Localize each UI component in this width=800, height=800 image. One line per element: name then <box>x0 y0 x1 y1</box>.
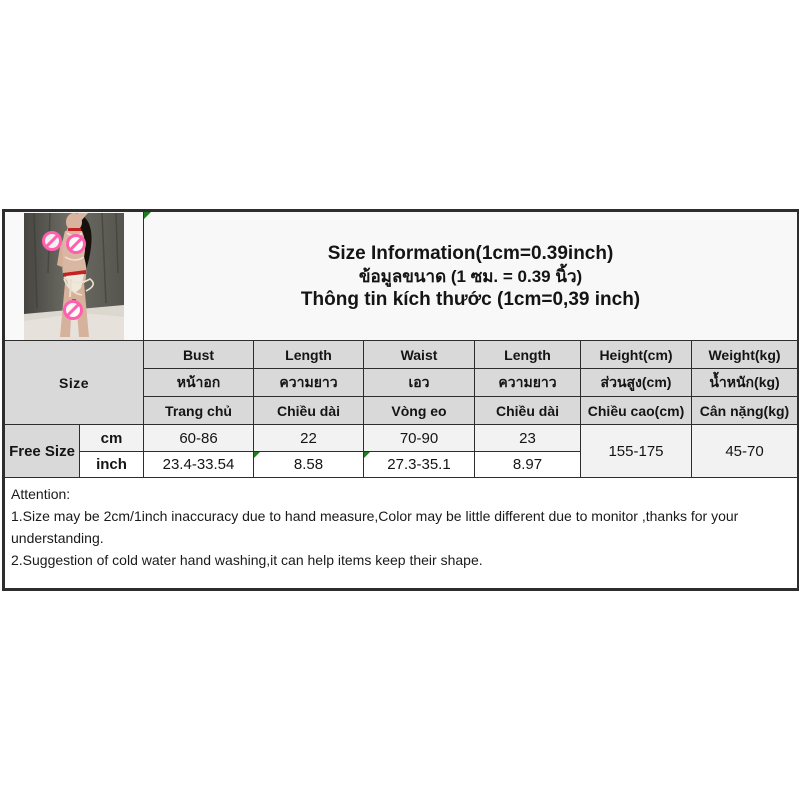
col-header-waist-vi: Vòng eo <box>364 397 475 425</box>
product-photo <box>24 213 124 340</box>
cell-length1-cm: 22 <box>254 425 364 452</box>
col-header-weight-th: น้ำหนัก(kg) <box>692 369 798 397</box>
unit-label-cm: cm <box>80 425 144 452</box>
banner-row <box>5 212 798 341</box>
col-header-length2-en: Length <box>475 341 581 369</box>
cell-waist-cm: 70-90 <box>364 425 475 452</box>
col-header-length1-th: ความยาว <box>254 369 364 397</box>
attention-row <box>5 478 798 589</box>
col-header-length2-vi: Chiều dài <box>475 397 581 425</box>
cell-length1-inch <box>254 452 364 478</box>
size-table <box>4 211 798 589</box>
banner-cell <box>144 212 798 341</box>
col-header-bust-th: หน้าอก <box>144 369 254 397</box>
cell-bust-cm: 60-86 <box>144 425 254 452</box>
comment-flag-icon <box>364 452 370 458</box>
col-header-height-vi: Chiều cao(cm) <box>581 397 692 425</box>
col-header-waist-en: Waist <box>364 341 475 369</box>
size-chart-panel <box>2 209 799 591</box>
photo-scene <box>24 213 124 340</box>
col-header-bust-vi: Trang chủ <box>144 397 254 425</box>
attention-cell <box>5 478 798 589</box>
col-header-height-th: ส่วนสูง(cm) <box>581 369 692 397</box>
censor-icon <box>63 300 83 320</box>
col-header-bust-en: Bust <box>144 341 254 369</box>
cell-waist-inch <box>364 452 475 478</box>
banner-title-en: Size Information(1cm=0.39inch) <box>327 242 614 264</box>
col-header-length2-th: ความยาว <box>475 369 581 397</box>
free-size-label: Free Size <box>5 425 80 478</box>
cell-length2-inch: 8.97 <box>475 452 581 478</box>
cell-height-range: 155-175 <box>581 425 692 478</box>
attention-text <box>5 478 797 571</box>
unit-label-inch: inch <box>80 452 144 478</box>
attention-title: Attention: <box>11 486 71 502</box>
comment-flag-icon <box>254 452 260 458</box>
col-header-weight-vi: Cân nặng(kg) <box>692 397 798 425</box>
comment-flag-icon <box>144 212 151 219</box>
col-header-length1-en: Length <box>254 341 364 369</box>
censor-icon <box>66 234 86 254</box>
attention-line-2: 2.Suggestion of cold water hand washing,it can help items keep their shape. <box>11 552 483 568</box>
col-header-length1-vi: Chiều dài <box>254 397 364 425</box>
cell-waist-inch-value: 27.3-35.1 <box>387 456 451 473</box>
header-row-en <box>5 341 798 369</box>
col-header-height-en: Height(cm) <box>581 341 692 369</box>
col-header-weight-en: Weight(kg) <box>692 341 798 369</box>
banner-title-th: ข้อมูลขนาด (1 ซม. = 0.39 นิ้ว) <box>358 266 583 286</box>
cell-bust-inch: 23.4-33.54 <box>144 452 254 478</box>
data-row-cm <box>5 425 798 452</box>
cell-length1-inch-value: 8.58 <box>293 456 324 473</box>
cell-length2-cm: 23 <box>475 425 581 452</box>
cell-weight-range: 45-70 <box>692 425 798 478</box>
col-header-waist-th: เอว <box>364 369 475 397</box>
banner-titles <box>144 212 797 340</box>
size-corner-label: Size <box>5 341 144 425</box>
banner-title-vi: Thông tin kích thước (1cm=0,39 inch) <box>300 288 641 310</box>
product-photo-cell <box>5 212 144 341</box>
attention-line-1: 1.Size may be 2cm/1inch inaccuracy due to hand measure,Color may be little different due to monitor ,thanks for your understanding. <box>11 508 739 546</box>
censor-icon <box>42 231 62 251</box>
